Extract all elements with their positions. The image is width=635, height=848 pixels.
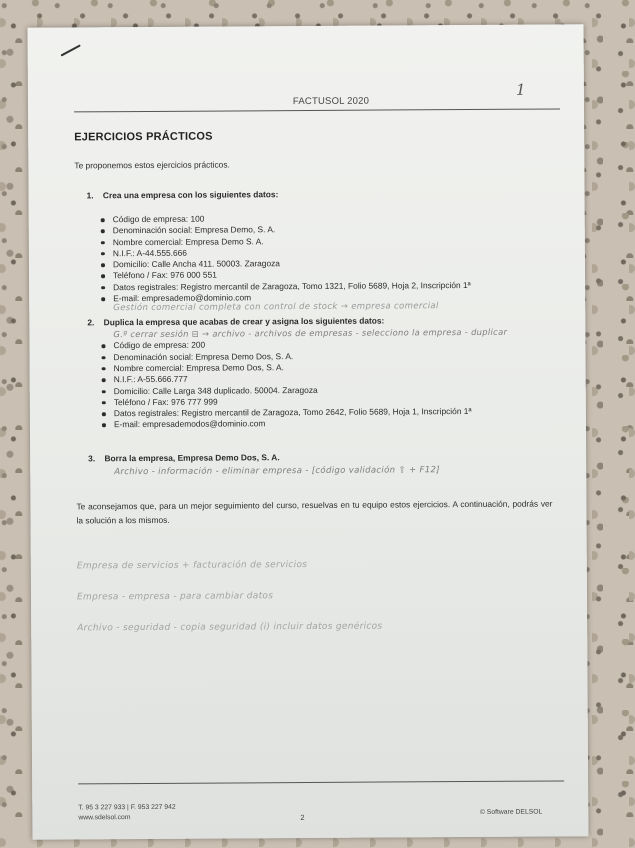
exercise-1-title: Crea una empresa con los siguientes datos: xyxy=(102,189,279,201)
exercise-2-number: 2. xyxy=(87,317,95,328)
exercise-3-title: Borra la empresa, Empresa Demo Dos, S. A. xyxy=(104,451,280,463)
handwritten-note: Empresa - empresa - para cambiar datos xyxy=(76,590,274,603)
list-item: N.I.F.: A-44.555.666 xyxy=(101,245,551,259)
handwritten-notes xyxy=(77,558,553,633)
exercise-1-heading xyxy=(75,188,551,201)
list-item: Nombre comercial: Empresa Demo Dos, S. A. xyxy=(102,360,552,374)
header-divider xyxy=(74,108,560,112)
section-title: EJERCICIOS PRÁCTICOS xyxy=(74,130,213,144)
exercise-2-title: Duplica la empresa que acabas de crear y asigna los siguientes datos: xyxy=(103,315,385,328)
list-item: Nombre comercial: Empresa Demo S. A. xyxy=(101,234,551,248)
footer-company: © Software DELSOL xyxy=(479,808,543,816)
document-page xyxy=(28,24,589,839)
list-item: Domicilio: Calle Ancha 411. 50003. Zaragoza xyxy=(101,257,551,271)
handwritten-note: Empresa de servicios + facturación de servicios xyxy=(76,559,308,572)
pen-mark xyxy=(61,44,81,56)
list-item: N.I.F.: A-55.666.777 xyxy=(102,372,552,386)
list-item: Denominación social: Empresa Demo, S. A. xyxy=(101,223,551,237)
list-item: Teléfono / Fax: 976 777 999 xyxy=(102,394,552,408)
advice-paragraph: Te aconsejamos que, para un mejor seguimiento del curso, resuelvas en tu equipo estos ejercicios. A continuación, podrás ver la solución a los mismos. xyxy=(76,498,553,526)
page-content xyxy=(74,129,553,655)
footer-phone: T. 95 3 227 933 | F. 953 227 942 xyxy=(78,803,176,812)
footer-contact xyxy=(78,803,176,824)
handwritten-note: Archivo - seguridad - copia seguridad (i) incluir datos genéricos xyxy=(77,621,383,634)
list-item: Código de empresa: 100 xyxy=(101,212,551,226)
exercise-1-list xyxy=(75,212,552,305)
list-item: E-mail: empresademodos@dominio.com xyxy=(102,417,552,431)
exercise-3-heading xyxy=(76,450,552,463)
list-item: Denominación social: Empresa Demo Dos, S. A. xyxy=(102,349,552,363)
list-item: Código de empresa: 200 xyxy=(101,338,551,352)
exercise-3-number: 3. xyxy=(88,453,96,464)
handwritten-note-exercise-2: G.º cerrar sesión ⊟ → archivo - archivos de empresas - selecciono la empresa - duplicar xyxy=(113,327,508,340)
list-item: Datos registrales: Registro mercantil de Zaragoza, Tomo 1321, Folio 5689, Hoja 2, Inscripción 1ª xyxy=(101,279,551,293)
list-item: Datos registrales: Registro mercantil de Zaragoza, Tomo 2642, Folio 5689, Hoja 1, Inscripción 1ª xyxy=(102,406,552,420)
exercise-2-list xyxy=(75,338,552,431)
footer-divider xyxy=(78,780,564,784)
exercise-1-number: 1. xyxy=(86,190,94,201)
handwritten-page-number: 1 xyxy=(515,80,526,99)
exercise-2-heading xyxy=(75,315,551,328)
list-item: Teléfono / Fax: 976 000 551 xyxy=(101,268,551,282)
section-intro: Te proponemos estos ejercicios prácticos. xyxy=(74,159,230,171)
handwritten-note-exercise-3: Archivo - información - eliminar empresa - [código validación ⇧ + F12] xyxy=(114,464,440,477)
list-item: Domicilio: Calle Larga 348 duplicado. 50004. Zaragoza xyxy=(102,383,552,397)
list-item: E-mail: empresademo@dominio.com xyxy=(101,291,551,305)
page-footer xyxy=(78,800,564,823)
handwritten-note-exercise-1: Gestión comercial completa con control de stock → empresa comercial xyxy=(113,301,439,314)
page-header-title: FACTUSOL 2020 xyxy=(292,95,370,108)
footer-page-number: 2 xyxy=(300,813,305,823)
footer-website: www.sdelsol.com xyxy=(78,814,131,822)
